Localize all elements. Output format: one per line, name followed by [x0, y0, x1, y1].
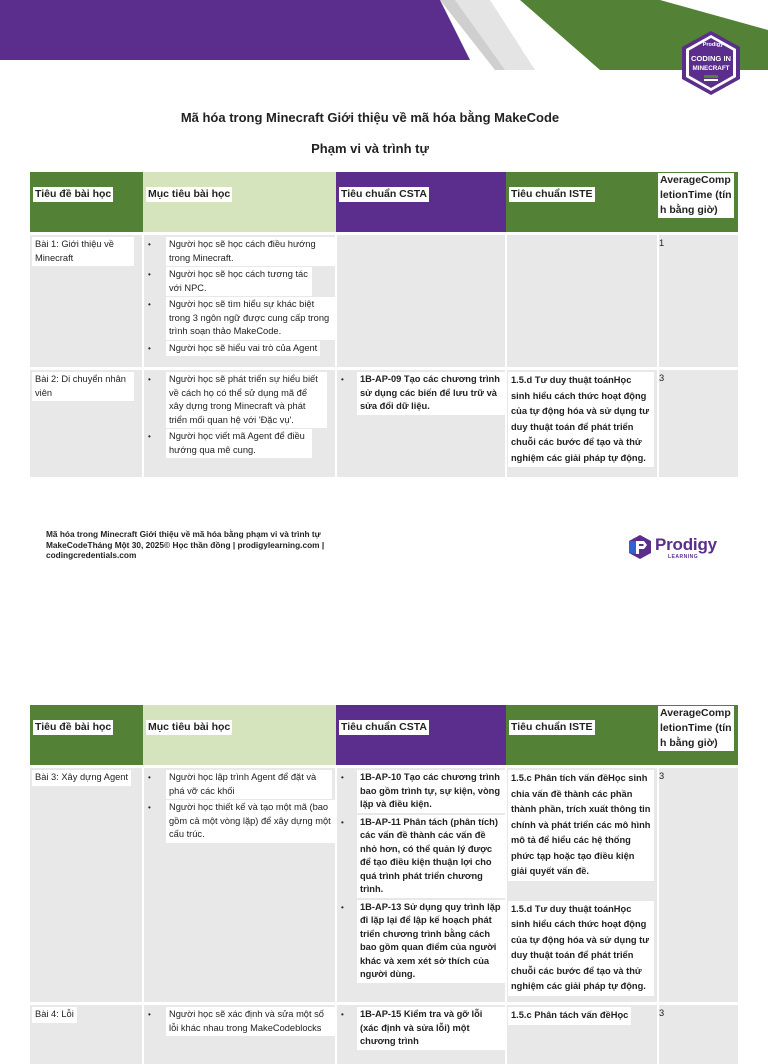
footer-line: MakeCodeTháng Một 30, 2025© Học thần đồng | prodigylearning.com |: [46, 539, 325, 550]
csta-list: [337, 768, 505, 983]
csta-list: [337, 370, 505, 415]
iste-standard: 1.5.c Phân tích vấn đềHọc sinh chia vấn đề thành các phần thành phần, trích xuất thông tin chính và phát triển các mô hình mô tả để hiểu các hệ thống phức tạp hoặc tạo điều kiện giải quyết vấn đề.: [508, 770, 654, 881]
prodigy-logo-icon: [628, 534, 652, 560]
completion-time: 3: [659, 1008, 665, 1018]
objectives-list: [144, 235, 335, 356]
completion-time: 1: [659, 238, 665, 248]
table-header-row: [30, 705, 738, 767]
header-banner: [0, 0, 768, 70]
header-time: AverageCompletionTime (tính bằng giờ): [658, 173, 734, 218]
list-item: • Người học thiết kế và tạo một mã (bao gồm cả một vòng lặp) để xây dựng một cấu trúc.: [148, 800, 335, 843]
footer-line: Mã hóa trong Minecraft Giới thiệu về mã hóa bằng phạm vi và trình tự: [46, 529, 321, 539]
objectives-list: [144, 370, 335, 458]
table-row: [30, 767, 738, 1004]
header-csta: Tiêu chuẩn CSTA: [341, 721, 427, 733]
badge-line2: MINECRAFT: [692, 65, 730, 72]
table-row: [30, 1004, 738, 1064]
list-item: • 1B-AP-15 Kiểm tra và gỡ lỗi (xác định và sửa lỗi) một chương trình: [339, 1007, 505, 1050]
header-time: AverageCompletionTime (tính bằng giờ): [658, 706, 734, 751]
lesson-title: Bài 3: Xây dựng Agent: [32, 770, 131, 786]
list-item: • Người học sẽ phát triển sự hiểu biết về cách họ có thể sử dụng mã để xây dựng trong Minecraft và phát triển mối quan hệ với 'Đặc vụ'.: [148, 372, 335, 428]
iste-standard: 1.5.d Tư duy thuật toánHọc sinh hiểu cách thức hoạt động của tự động hóa và sử dụng tư duy thuật toán để phát triển chuỗi các bước để tạo và thử nghiệm các giải pháp tự động.: [508, 372, 654, 467]
list-item: • Người học sẽ tìm hiểu sự khác biệt trong 3 ngôn ngữ được cung cấp trong trình soạn thảo MakeCode.: [148, 297, 335, 340]
table-row: [30, 234, 738, 369]
badge-line1: CODING IN: [690, 54, 732, 63]
header-lesson-title: Tiêu đề bài học: [35, 188, 112, 200]
csta-list: [337, 1005, 505, 1050]
header-objectives: Mục tiêu bài học: [148, 721, 231, 733]
prodigy-logo: [628, 534, 718, 562]
list-item: • 1B-AP-10 Tạo các chương trình bao gồm trình tự, sự kiện, vòng lặp và điều kiện.: [339, 770, 505, 813]
page-footer: [46, 529, 366, 561]
document-title: Mã hóa trong Minecraft Giới thiệu về mã hóa bằng MakeCode: [180, 110, 560, 125]
list-item: • 1B-AP-11 Phân tách (phân tích) các vấn đề thành các vấn đề nhỏ hơn, có thể quản lý được để tạo điều kiện thuận lợi cho quá trình phát triển chương trình.: [339, 815, 505, 898]
lesson-title: Bài 1: Giới thiệu về Minecraft: [32, 237, 134, 266]
badge-brand: Prodigy: [702, 42, 724, 48]
footer-line: codingcredentials.com: [46, 550, 137, 560]
list-item: • 1B-AP-09 Tạo các chương trình sử dụng các biến để lưu trữ và sửa đổi dữ liệu.: [339, 372, 505, 415]
logo-word: Prodigy: [655, 535, 717, 554]
iste-standard: 1.5.d Tư duy thuật toánHọc sinh hiểu cách thức hoạt động của tự động hóa và sử dụng tư duy thuật toán để phát triển chuỗi các bước để tạo và thử nghiệm các giải pháp tự động.: [508, 901, 654, 996]
document-subtitle: Phạm vi và trình tự: [311, 141, 429, 156]
header-lesson-title: Tiêu đề bài học: [35, 721, 112, 733]
completion-time: 3: [659, 373, 665, 383]
list-item: • 1B-AP-13 Sử dụng quy trình lặp đi lặp lại để lập kế hoạch phát triển chương trình bằng cách bao gồm quan điểm của người khác và xem xét sở thích của người dùng.: [339, 900, 505, 983]
header-csta: Tiêu chuẩn CSTA: [341, 188, 427, 200]
lesson-table-page-1: [30, 172, 738, 477]
list-item: • Người học sẽ hiểu vai trò của Agent: [148, 341, 335, 357]
header-iste: Tiêu chuẩn ISTE: [511, 188, 593, 200]
coding-in-minecraft-badge: [680, 30, 742, 96]
logo-sub: LEARNING: [668, 554, 699, 560]
header-iste: Tiêu chuẩn ISTE: [511, 721, 593, 733]
objectives-list: [144, 768, 335, 843]
iste-standard: 1.5.c Phân tách vấn đềHọc: [508, 1007, 631, 1025]
list-item: • Người học sẽ học cách tương tác với NPC.: [148, 267, 335, 296]
list-item: • Người học sẽ xác định và sửa một số lỗi khác nhau trong MakeCodeblocks: [148, 1007, 335, 1036]
lesson-table-page-2: [30, 705, 738, 1064]
list-item: • Người học sẽ học cách điều hướng trong Minecraft.: [148, 237, 335, 266]
lesson-title: Bài 2: Di chuyển nhân viên: [32, 372, 134, 401]
objectives-list: [144, 1005, 335, 1036]
list-item: • Người học viết mã Agent để điều hướng qua mê cung.: [148, 429, 335, 458]
completion-time: 3: [659, 771, 665, 781]
lesson-title: Bài 4: Lỗi: [32, 1007, 77, 1023]
header-objectives: Mục tiêu bài học: [148, 188, 231, 200]
list-item: • Người học lập trình Agent để đặt và phá vỡ các khối: [148, 770, 335, 799]
table-row: [30, 369, 738, 477]
table-header-row: [30, 172, 738, 234]
